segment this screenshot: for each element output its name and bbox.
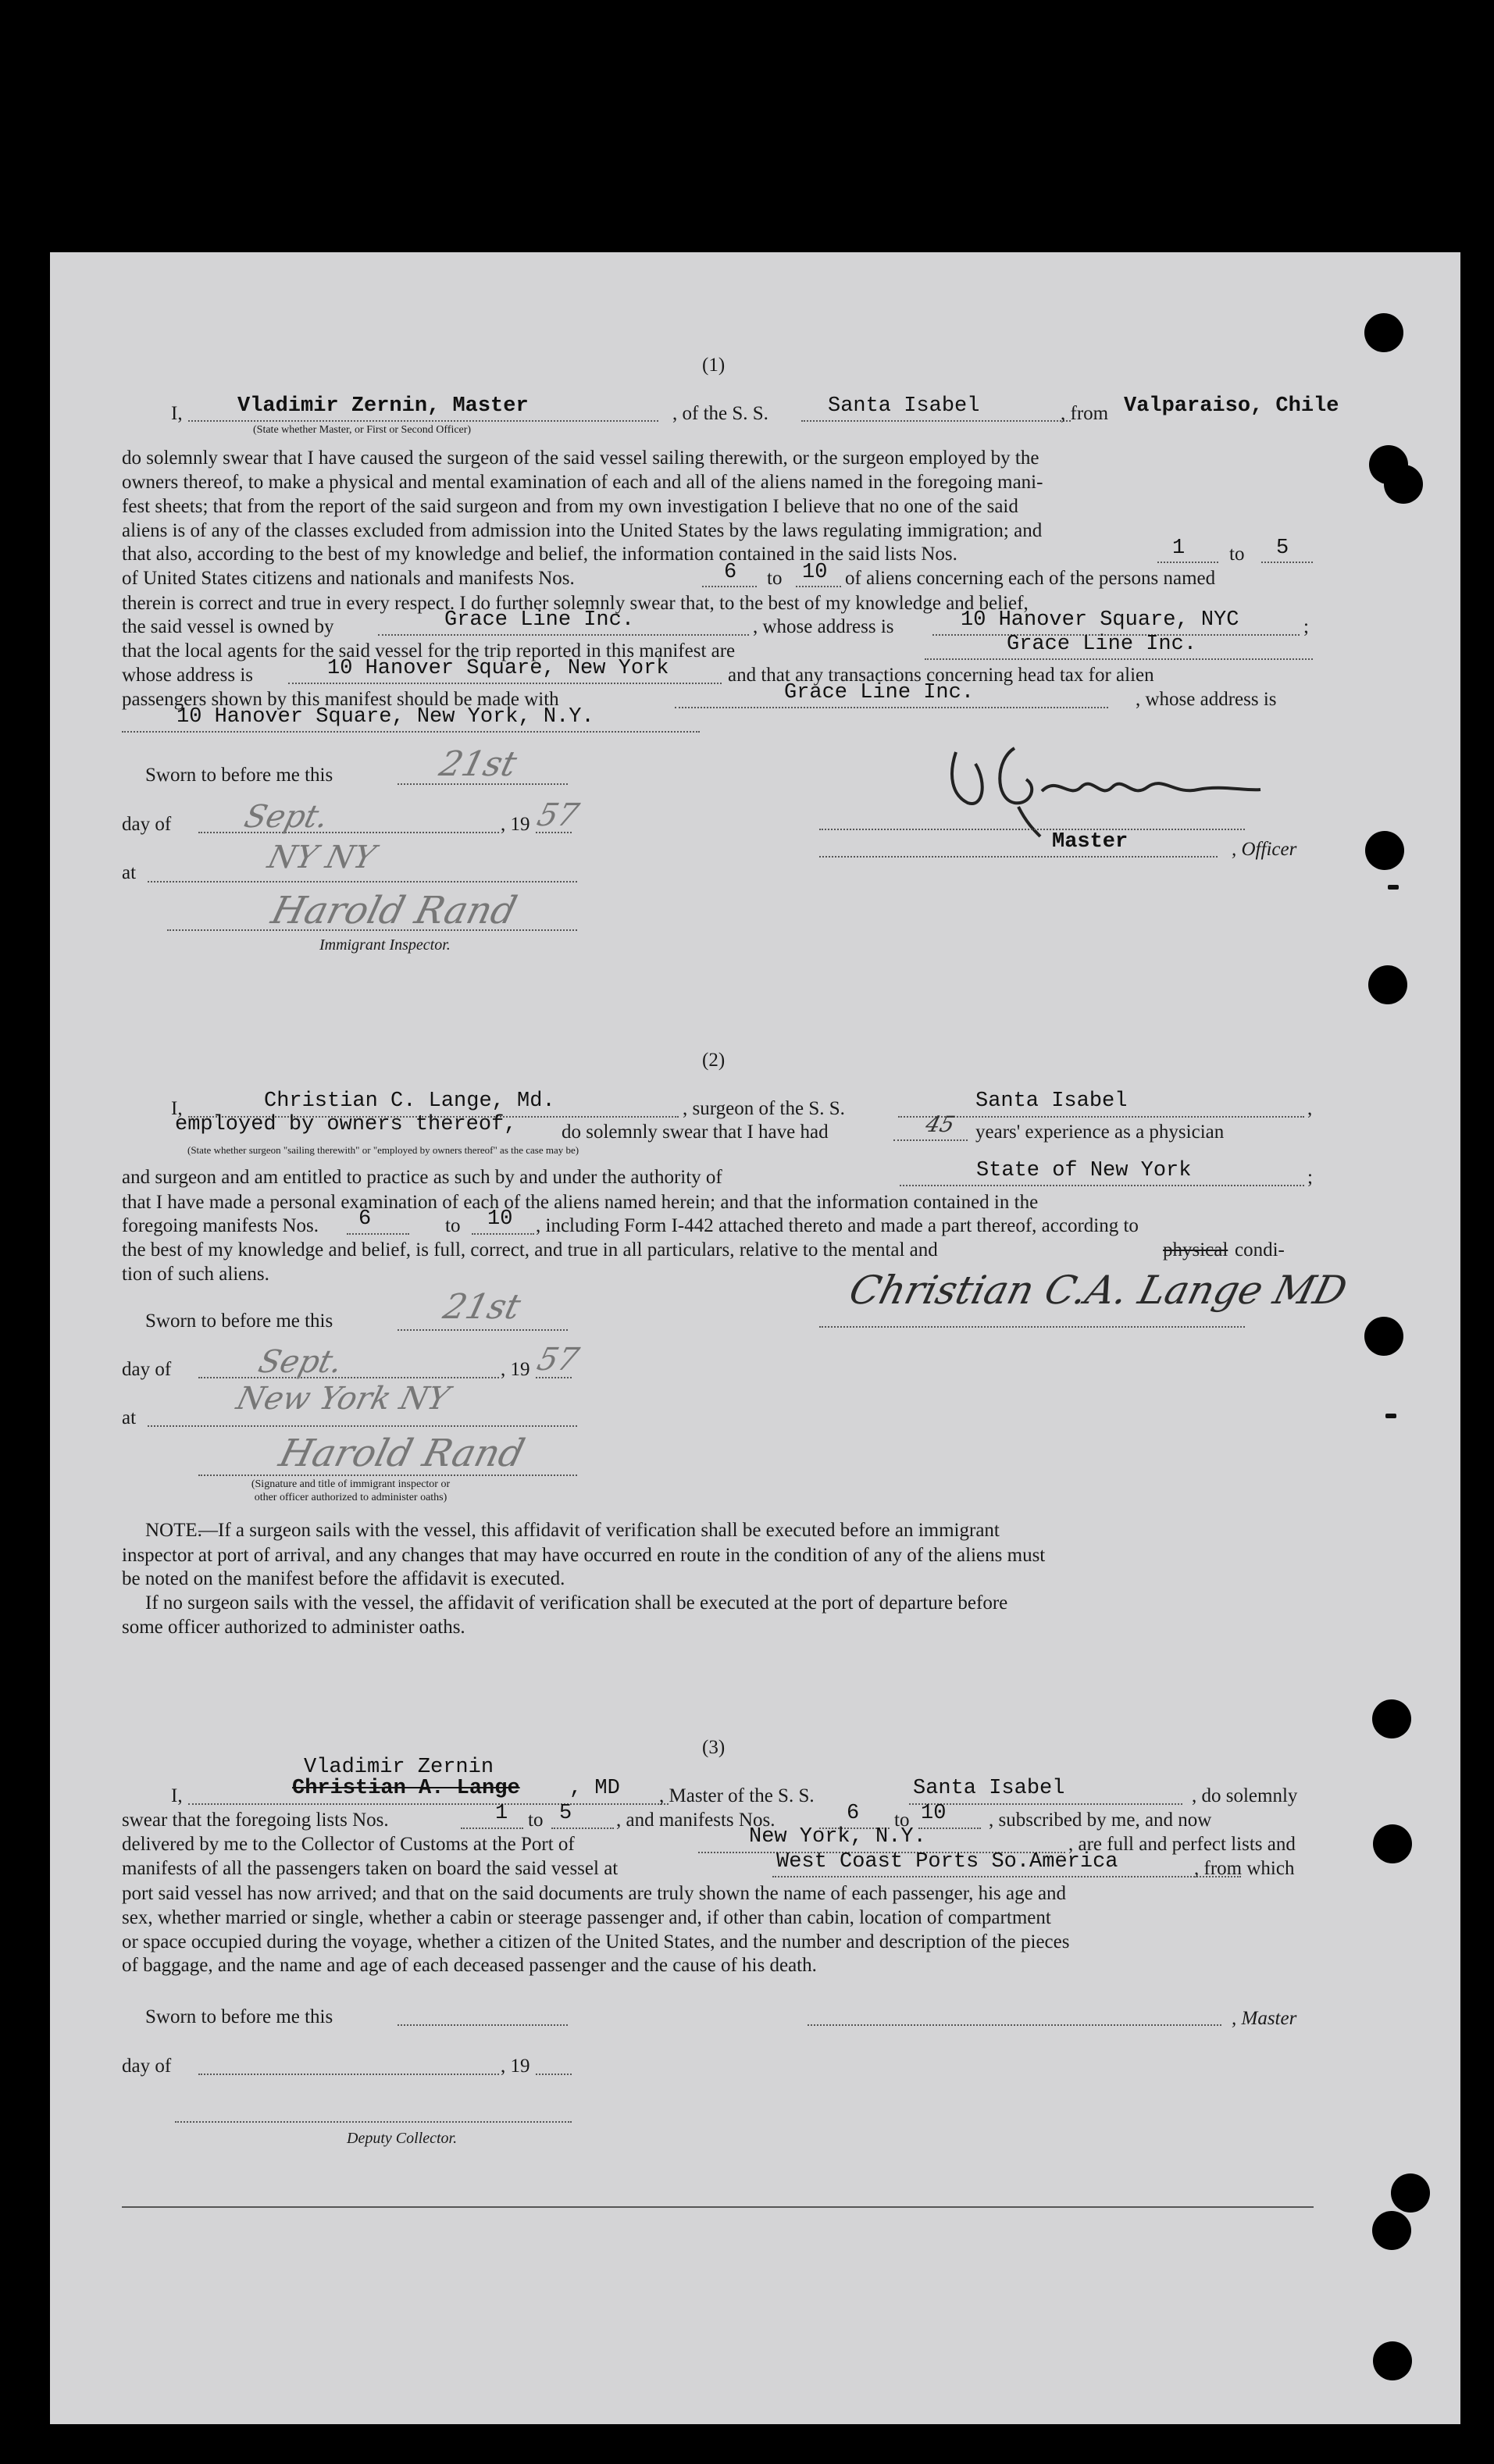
surgeon-ship-value: Santa Isabel [975,1089,1128,1113]
note2-line: If no surgeon sails with the vessel, the affidavit of verification shall be executed at the port of departure before [145,1592,1008,1614]
fill-line [347,1233,409,1235]
body-line: port said vessel has now arrived; and that on the said documents are truly shown the name of each passenger, his age and [122,1883,1067,1904]
owned-suffix: ; [1303,616,1309,637]
inspector-caption: Immigrant Inspector. [319,936,451,954]
fill-line [819,1326,1245,1328]
fill-line [188,420,658,422]
manifests-from-value: 6 [724,561,737,584]
employed-value: employed by owners thereof, [175,1113,517,1136]
at-handwritten: NY NY [264,840,380,875]
fill-line [378,634,749,636]
agents-address-value: 10 Hanover Square, New York [327,657,669,680]
fill-line [398,1329,568,1331]
board-suffix: , from which [1194,1858,1295,1879]
punch-hole [1364,313,1403,352]
fill-line [288,683,722,684]
fill-line [198,2074,499,2075]
ship-value: Santa Isabel [913,1777,1065,1800]
fill-line [148,1425,577,1427]
manifests-prefix: foregoing manifests Nos. [122,1215,319,1236]
lists-suffix: , subscribed by me, and now [989,1810,1212,1831]
manifests-prefix: of United States citizens and nationals and manifests Nos. [122,568,575,589]
lists-from-value: 1 [1172,537,1186,560]
month-handwritten: Sept. [241,799,333,835]
fill-line [893,1139,968,1141]
port-value: New York, N.Y. [749,1825,926,1849]
fill-line [702,586,757,587]
lists-to-value: 5 [1276,537,1289,560]
manifests-to-value: 10 [487,1207,513,1231]
from-label: , from [1061,403,1109,424]
authority-value: State of New York [976,1159,1192,1182]
body-line: of baggage, and the name and age of each deceased passenger and the cause of his death. [122,1955,817,1976]
body-line: owners thereof, to make a physical and mental examination of each and all of the aliens named in the foregoing mani- [122,472,1043,493]
sworn-label: Sworn to before me this [145,765,333,786]
knowledge-suffix: condi- [1235,1239,1285,1261]
passengers-prefix: passengers shown by this manifest should be made with [122,689,559,710]
swear-had-label: do solemnly swear that I have had [562,1121,829,1143]
exam-line: that I have made a personal examination of each of the aliens named herein; and that the information contained in the [122,1192,1039,1213]
fill-line [122,731,700,733]
fill-line [461,1827,523,1829]
ship-name-value: Santa Isabel [828,394,980,418]
note-line: —If a surgeon sails with the vessel, this affidavit of verification shall be executed before an immigrant [198,1520,1000,1541]
year-handwritten: 57 [533,1342,583,1378]
lists-to-value: 5 [559,1802,572,1825]
surgeon-of-label: , surgeon of the S. S. [683,1098,845,1119]
master-of-label: , Master of the S. S. [659,1785,815,1806]
day-of-label: day of [122,2056,172,2077]
master-label: , Master [1232,2008,1297,2029]
year-prefix: , 19 [501,2056,530,2077]
year-handwritten: 57 [533,797,583,833]
lists-to-label: to [1229,544,1245,565]
day-of-label: day of [122,814,172,835]
punch-hole [1384,465,1423,504]
fill-line [909,1803,1182,1805]
years-suffix: years' experience as a physician [975,1121,1225,1143]
at-label: at [122,1407,137,1428]
speck [1385,1414,1396,1418]
note-line: be noted on the manifest before the affidavit is executed. [122,1568,565,1589]
inspector-caption: other officer authorized to administer oaths) [254,1492,447,1503]
punch-hole [1372,1699,1411,1738]
master-name-hint: (State whether Master, or First or Second Officer) [253,424,472,436]
fill-line [819,829,1245,830]
tion-line: tion of such aliens. [122,1264,269,1285]
from-port-value: Valparaiso, Chile [1124,394,1339,418]
punch-hole [1391,2173,1430,2213]
struck-word: physical [1163,1239,1228,1261]
manifests-to-label: to [767,568,783,589]
sworn-label: Sworn to before me this [145,1310,333,1332]
body-line: do solemnly swear that I have caused the surgeon of the said vessel sailing therewith, or the surgeon employed by the [122,448,1039,469]
port-suffix: , are full and perfect lists and [1068,1834,1296,1855]
authority-suffix: ; [1307,1167,1313,1188]
at-label: at [122,862,137,883]
fill-line [808,2024,1221,2026]
port-prefix: delivered by me to the Collector of Customs at the Port of [122,1834,575,1855]
manifests-suffix: , including Form I-442 attached thereto and made a part thereof, according to [536,1215,1139,1236]
surgeon-name-value: Christian C. Lange, Md. [264,1089,555,1113]
fill-line [900,1185,1304,1186]
lists-mid: , and manifests Nos. [616,1810,776,1831]
year-prefix: , 19 [501,1359,530,1380]
punch-hole [1373,1824,1412,1863]
surgeon-signature: Christian C.A. Lange MD [844,1268,1352,1313]
i-label: I, [171,403,183,424]
lists-prefix: swear that the foregoing lists Nos. [122,1810,389,1831]
final-address-value: 10 Hanover Square, New York, N.Y. [176,705,594,729]
inspector-caption: (Signature and title of immigrant inspector or [251,1478,451,1490]
manifests-to-label: to [445,1215,461,1236]
note-line: inspector at port of arrival, and any changes that may have occurred en route in the condition of any of the aliens must [122,1545,1046,1566]
punch-hole [1372,2211,1411,2250]
board-prefix: manifests of all the passengers taken on board the said vessel at [122,1858,619,1879]
agents-address-suffix: and that any transactions concerning head tax for alien [728,665,1154,686]
fill-line [801,420,1071,422]
master-name-value: Vladimir Zernin, Master [237,394,529,418]
punch-hole [1368,965,1407,1004]
manifests-suffix: of aliens concerning each of the persons named [845,568,1216,589]
sworn-day-handwritten: 21st [435,744,521,784]
fill-line [918,1827,981,1829]
fill-line [398,2024,568,2026]
authority-prefix: and surgeon and am entitled to practice as such by and under the authority of [122,1167,722,1188]
signer-title-value: Master [1052,830,1129,854]
day-of-label: day of [122,1359,172,1380]
struck-name: Christian A. Lange [292,1777,520,1800]
employed-hint: (State whether surgeon "sailing therewith" or "employed by owners thereof" as the case may be) [187,1144,579,1156]
year-prefix: , 19 [501,814,530,835]
fill-line [898,1116,1304,1118]
passengers-value: Grace Line Inc. [784,681,975,704]
speck [1388,885,1399,890]
bottom-rule [122,2206,1314,2208]
lists-from-value: 1 [495,1802,508,1825]
board-value: West Coast Ports So.America [776,1850,1118,1874]
manifests-to-label: to [894,1810,910,1831]
note2-line: some officer authorized to administer oaths. [122,1617,465,1638]
fill-line [472,1233,534,1235]
solemnly-label: , do solemnly [1192,1785,1298,1806]
i-label: I, [171,1785,183,1806]
agents-value: Grace Line Inc. [1007,633,1197,656]
at-handwritten: New York NY [233,1381,453,1417]
md-value: , MD [569,1777,620,1800]
body-line: sex, whether married or single, whether a cabin or steerage passenger and, if other than cabin, location of compartment [122,1907,1051,1928]
fill-line [1261,562,1313,563]
agents-prefix: that the local agents for the said vessel for the trip reported in this manifest are [122,640,736,661]
punch-hole [1365,831,1404,870]
manifest-page [50,252,1460,2424]
comma: , [1307,1098,1313,1119]
section-number: (2) [702,1050,726,1071]
note-label: NOTE. [145,1520,202,1541]
sworn-day-handwritten: 21st [439,1287,525,1327]
owned-middle: , whose address is [753,616,894,637]
body-line: fest sheets; that from the report of the said surgeon and from my own investigation I believe that no one of the said [122,496,1018,517]
manifests-from-value: 6 [358,1207,372,1231]
manifests-to-value: 10 [921,1802,947,1825]
fill-line [188,1803,669,1805]
correct-line: therein is correct and true in every respect. I do further solemnly swear that, to the best of my knowledge and belief, [122,593,1029,614]
punch-hole [1364,1317,1403,1356]
fill-line [536,2074,572,2075]
fill-line [148,881,577,883]
owner-value: Grace Line Inc. [444,608,635,632]
officer-label: , Officer [1232,839,1297,860]
section-number: (1) [702,355,726,376]
knowledge-prefix: the best of my knowledge and belief, is full, correct, and true in all particulars, relative to the mental and [122,1239,938,1261]
lists-to-label: to [528,1810,544,1831]
fill-line [675,707,1108,708]
owner-address-value: 10 Hanover Square, NYC [961,608,1239,632]
manifests-from-value: 6 [847,1802,860,1825]
body-line: or space occupied during the voyage, whether a citizen of the United States, and the number and description of the pieces [122,1931,1070,1952]
years-value: 45 [922,1111,957,1137]
master-signature [940,721,1268,838]
fill-line [551,1827,614,1829]
body-line: aliens is of any of the classes excluded from admission into the United States by the laws regulating immigration; and [122,520,1043,541]
agents-address-prefix: whose address is [122,665,254,686]
owned-prefix: the said vessel is owned by [122,616,334,637]
collector-caption: Deputy Collector. [347,2130,458,2147]
month-handwritten: Sept. [255,1344,347,1380]
fill-line [819,856,1218,858]
inspector-signature: Harold Rand [275,1432,529,1475]
sworn-label: Sworn to before me this [145,2006,333,2027]
fill-line [175,2121,572,2123]
punch-hole [1373,2341,1412,2380]
fill-line [1157,562,1218,563]
fill-line [796,586,841,587]
of-the-ss-label: , of the S. S. [672,403,768,424]
manifests-to-value: 10 [802,561,828,584]
fill-line [198,1377,499,1378]
fill-line [772,1876,1241,1877]
section-number: (3) [702,1737,726,1758]
master-name-above: Vladimir Zernin [304,1756,494,1779]
inspector-signature: Harold Rand [267,889,522,932]
passengers-suffix: , whose address is [1136,689,1277,710]
lists-text: that also, according to the best of my knowledge and belief, the information contained in the said lists Nos. [122,544,957,565]
i-label: I, [171,1098,183,1119]
fill-line [925,658,1313,660]
